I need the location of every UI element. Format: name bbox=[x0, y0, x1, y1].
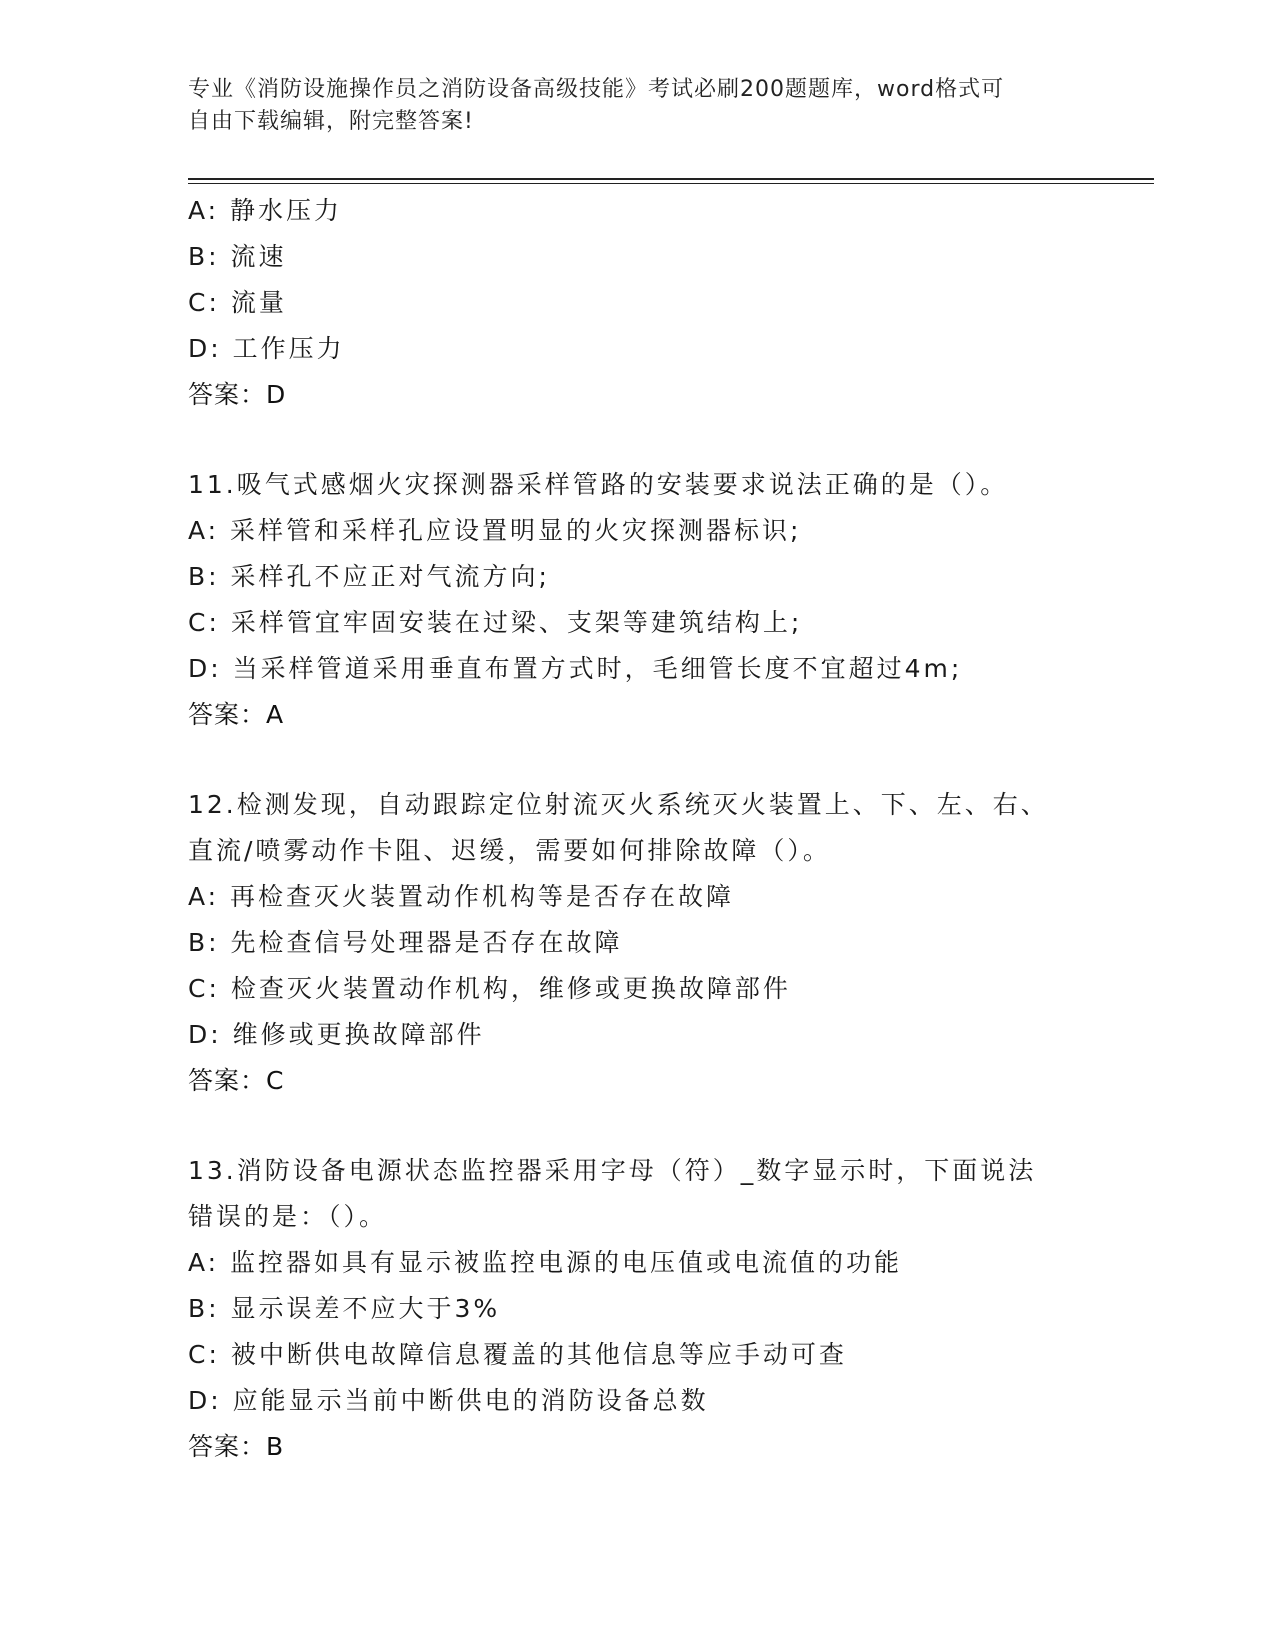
q12-option-a: A: 再检查灭火装置动作机构等是否存在故障 bbox=[188, 882, 735, 911]
q11-option-a: A: 采样管和采样孔应设置明显的火灾探测器标识; bbox=[188, 516, 802, 545]
document-body bbox=[188, 188, 1088, 1470]
q12-question-line-2: 直流/喷雾动作卡阻、迟缓，需要如何排除故障（）。 bbox=[188, 836, 831, 865]
q11-option-c: C: 采样管宜牢固安装在过梁、支架等建筑结构上; bbox=[188, 608, 803, 637]
q12-option-c: C: 检查灭火装置动作机构，维修或更换故障部件 bbox=[188, 974, 791, 1003]
q13-option-d: D: 应能显示当前中断供电的消防设备总数 bbox=[188, 1386, 709, 1415]
q10-option-b: B: 流速 bbox=[188, 242, 287, 271]
document-header bbox=[188, 74, 1068, 138]
q12-option-b: B: 先检查信号处理器是否存在故障 bbox=[188, 928, 623, 957]
q13-answer: 答案：B bbox=[188, 1432, 285, 1461]
q12-question-line-1: 12.检测发现，自动跟踪定位射流灭火系统灭火装置上、下、左、右、 bbox=[188, 790, 1049, 819]
question-13-block bbox=[188, 1148, 1088, 1470]
spacer bbox=[188, 418, 1088, 462]
question-12-block bbox=[188, 782, 1088, 1104]
q10-option-d: D: 工作压力 bbox=[188, 334, 345, 363]
q13-option-a: A: 监控器如具有显示被监控电源的电压值或电流值的功能 bbox=[188, 1248, 903, 1277]
question-10-block bbox=[188, 188, 1088, 418]
q10-option-a: A: 静水压力 bbox=[188, 196, 343, 225]
spacer bbox=[188, 1104, 1088, 1148]
spacer bbox=[188, 738, 1088, 782]
q11-answer: 答案：A bbox=[188, 700, 285, 729]
q13-question-line-1: 13.消防设备电源状态监控器采用字母（符）_数字显示时，下面说法 bbox=[188, 1156, 1037, 1185]
q10-answer: 答案：D bbox=[188, 380, 287, 409]
q13-option-c: C: 被中断供电故障信息覆盖的其他信息等应手动可查 bbox=[188, 1340, 847, 1369]
question-11-block bbox=[188, 462, 1088, 738]
header-line-1: 专业《消防设施操作员之消防设备高级技能》考试必刷200题题库，word格式可 bbox=[188, 77, 1005, 102]
q13-question-line-2: 错误的是：（）。 bbox=[188, 1202, 388, 1231]
header-line-2: 自由下载编辑，附完整答案! bbox=[188, 109, 474, 134]
q11-option-b: B: 采样孔不应正对气流方向; bbox=[188, 562, 550, 591]
q12-answer: 答案：C bbox=[188, 1066, 285, 1095]
q11-option-d: D: 当采样管道采用垂直布置方式时，毛细管长度不宜超过4m; bbox=[188, 654, 963, 683]
q11-question: 11.吸气式感烟火灾探测器采样管路的安装要求说法正确的是（）。 bbox=[188, 470, 1009, 499]
header-divider-thick bbox=[188, 178, 1154, 180]
q13-option-b: B: 显示误差不应大于3% bbox=[188, 1294, 501, 1323]
q12-option-d: D: 维修或更换故障部件 bbox=[188, 1020, 485, 1049]
q10-option-c: C: 流量 bbox=[188, 288, 287, 317]
header-divider-thin bbox=[188, 183, 1154, 184]
